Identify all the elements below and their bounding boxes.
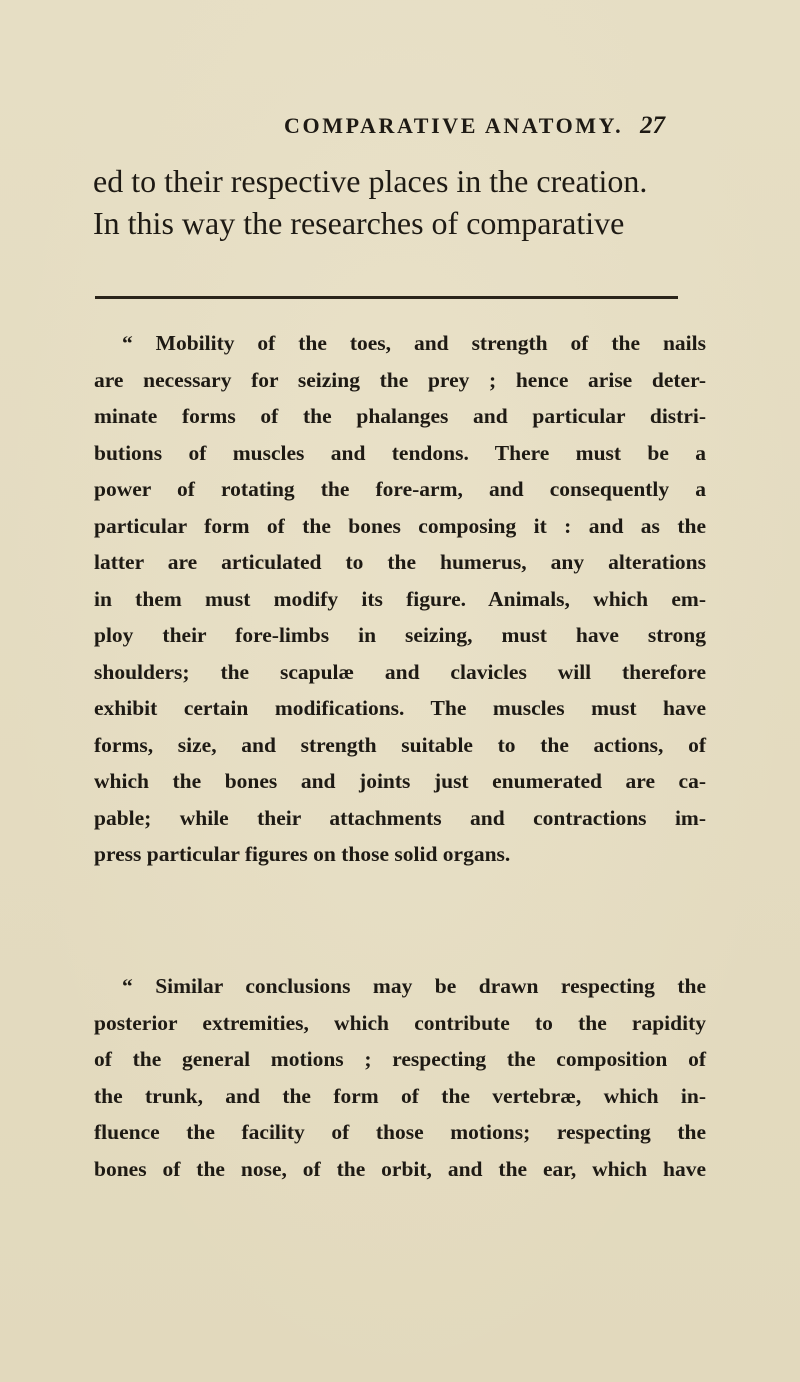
running-title: COMPARATIVE ANATOMY.	[284, 113, 624, 138]
quote-line: in them must modify its figure. Animals, which em-	[94, 586, 706, 611]
quote-line: are necessary for seizing the prey ; hence arise deter-	[94, 367, 706, 392]
main-text-line: ed to their respective places in the creation.	[93, 163, 648, 199]
quote-line: exhibit certain modifications. The muscles must have	[94, 696, 706, 720]
quotation-paragraph-1	[94, 325, 706, 873]
quote-line: press particular figures on those solid organs.	[94, 842, 511, 866]
quote-line: of the general motions ; respecting the composition of	[94, 1047, 706, 1071]
main-text	[93, 160, 703, 244]
quote-line: minate forms of the phalanges and particular distri-	[94, 404, 706, 428]
quote-line: “ Similar conclusions may be drawn respecting the	[122, 974, 706, 998]
quotation-paragraph-2	[94, 968, 706, 1187]
quote-line: particular form of the bones composing it : and as the	[94, 513, 706, 538]
quote-line: shoulders; the scapulæ and clavicles will therefore	[94, 659, 706, 684]
quote-line: bones of the nose, of the orbit, and the ear, which have	[94, 1156, 706, 1181]
quote-line: posterior extremities, which contribute to the rapidity	[94, 1010, 706, 1035]
quote-line: the trunk, and the form of the vertebræ, which in-	[94, 1083, 706, 1108]
quote-line: latter are articulated to the humerus, any alterations	[94, 550, 706, 574]
quote-line: ploy their fore-limbs in seizing, must have strong	[94, 623, 706, 647]
quote-line: forms, size, and strength suitable to the actions, of	[94, 732, 706, 757]
quote-line: pable; while their attachments and contractions im-	[94, 805, 706, 830]
page-number: 27	[640, 112, 665, 139]
quote-line: fluence the facility of those motions; respecting the	[94, 1120, 706, 1144]
main-text-line: In this way the researches of comparative	[93, 205, 625, 241]
quote-line: “ Mobility of the toes, and strength of the nails	[122, 331, 706, 355]
quote-line: butions of muscles and tendons. There must be a	[94, 440, 706, 465]
quote-line: power of rotating the fore-arm, and consequently a	[94, 477, 706, 501]
quote-line: which the bones and joints just enumerated are ca-	[94, 769, 706, 793]
footnote-divider-rule	[95, 296, 678, 299]
running-head	[0, 106, 800, 146]
